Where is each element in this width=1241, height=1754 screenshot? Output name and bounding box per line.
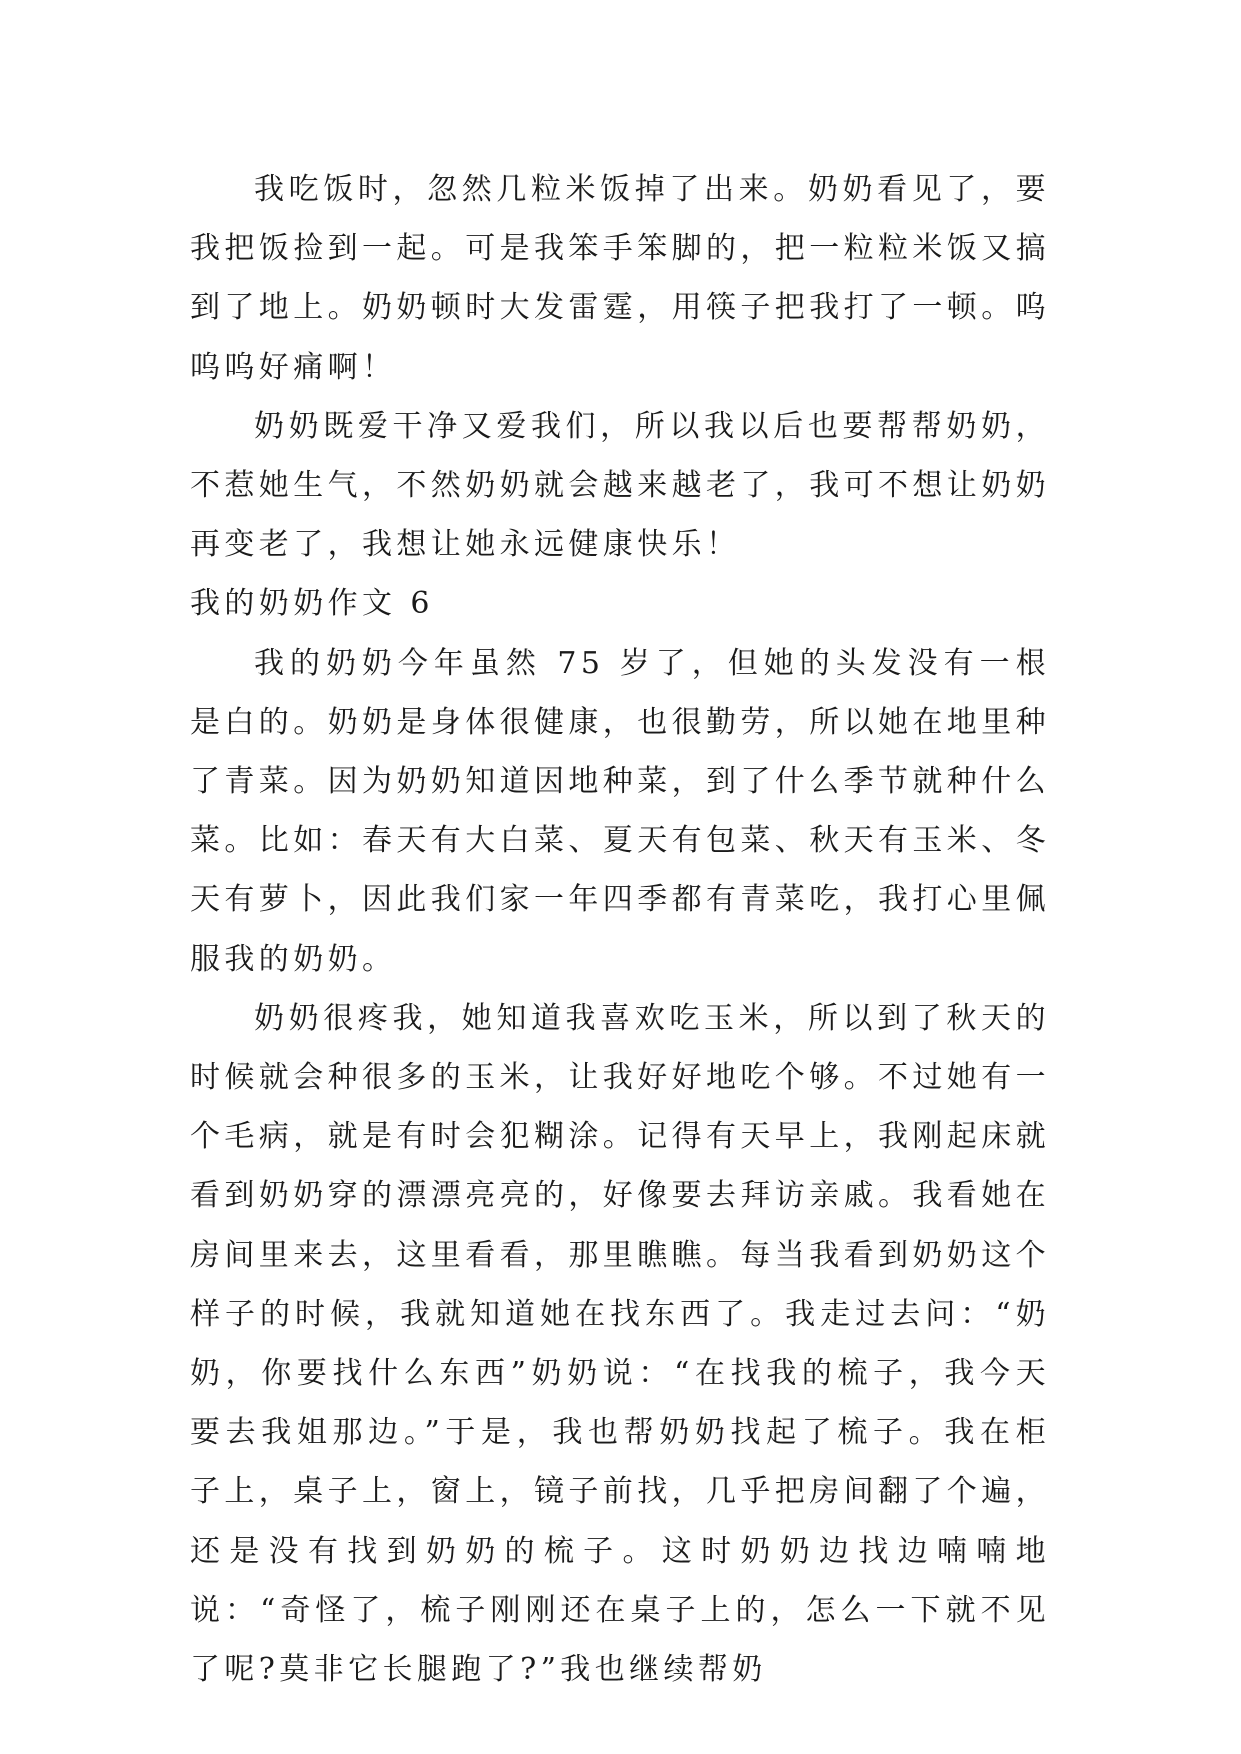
paragraph-help-grandma: 奶奶既爱干净又爱我们，所以我以后也要帮帮奶奶，不惹她生气，不然奶奶就会越来越老了，我可不想让奶奶再变老了，我想让她永远健康快乐！ (190, 408, 1050, 563)
document-body (190, 160, 1050, 1699)
paragraph-rice-spill: 我吃饭时，忽然几粒米饭掉了出来。奶奶看见了，要我把饭捡到一起。可是我笨手笨脚的，把一粒粒米饭又搞到了地上。奶奶顿时大发雷霆，用筷子把我打了一顿。呜呜呜好痛啊！ (190, 172, 1050, 385)
section-title: 我的奶奶作文 6 (190, 586, 434, 622)
paragraph-grandma-vegetables: 我的奶奶今年虽然 75 岁了，但她的头发没有一根是白的。奶奶是身体很健康，也很勤劳，所以她在地里种了青菜。因为奶奶知道因地种菜，到了什么季节就种什么菜。比如：春天有大白菜、夏天有包菜、秋天有玉米、冬天有萝卜，因此我们家一年四季都有青菜吃，我打心里佩服我的奶奶。 (190, 645, 1050, 977)
paragraph-grandma-comb: 奶奶很疼我，她知道我喜欢吃玉米，所以到了秋天的时候就会种很多的玉米，让我好好地吃个够。不过她有一个毛病，就是有时会犯糊涂。记得有天早上，我刚起床就看到奶奶穿的漂漂亮亮的，好像要去拜访亲戚。我看她在房间里来去，这里看看，那里瞧瞧。每当我看到奶奶这个样子的时候，我就知道她在找东西了。我走过去问：“奶奶，你要找什么东西”奶奶说：“在找我的梳子，我今天要去我姐那边。”于是，我也帮奶奶找起了梳子。我在柜子上，桌子上，窗上，镜子前找，几乎把房间翻了个遍，还是没有找到奶奶的梳子。这时奶奶边找边喃喃地说：“奇怪了，梳子刚刚还在桌子上的，怎么一下就不见了呢?莫非它长腿跑了?”我也继续帮奶 (190, 1000, 1050, 1688)
